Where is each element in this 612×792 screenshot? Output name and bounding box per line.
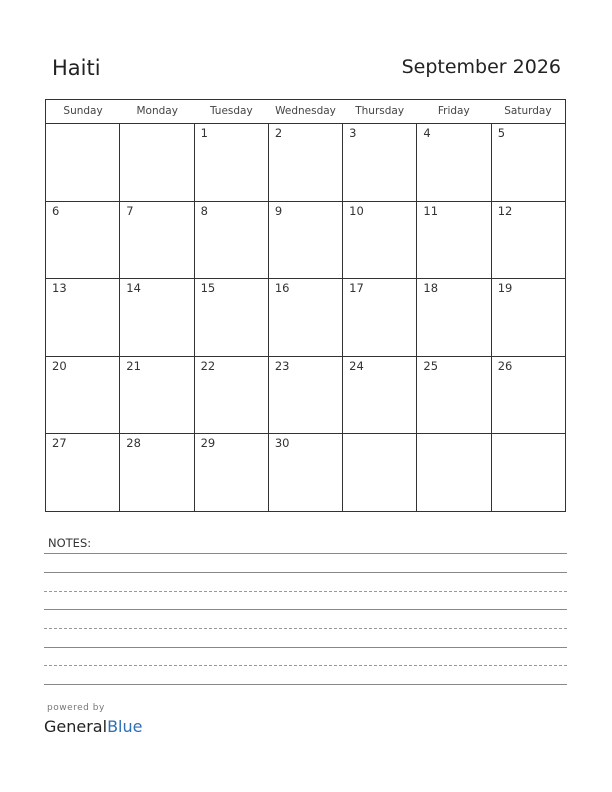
notes-line — [44, 647, 567, 648]
weekday-header-row — [46, 100, 565, 124]
weekday-saturday: Saturday — [504, 105, 552, 117]
notes-label: NOTES: — [48, 536, 92, 550]
weekday-monday: Monday — [136, 105, 178, 117]
country-title: Haiti — [52, 56, 101, 80]
day-cell: 11 — [417, 202, 491, 279]
day-cell: 14 — [120, 279, 194, 356]
day-cell: 1 — [195, 124, 269, 201]
powered-by-text: powered by — [47, 703, 105, 713]
day-cell — [492, 434, 565, 512]
day-cell: 21 — [120, 357, 194, 434]
weekday-wednesday: Wednesday — [275, 105, 336, 117]
notes-line — [44, 665, 567, 666]
notes-line — [44, 684, 567, 685]
day-cell: 10 — [343, 202, 417, 279]
day-cell — [120, 124, 194, 201]
day-cell: 3 — [343, 124, 417, 201]
weekday-sunday: Sunday — [63, 105, 103, 117]
day-cell: 23 — [269, 357, 343, 434]
day-cell — [343, 434, 417, 512]
notes-line — [44, 553, 567, 554]
day-cell: 24 — [343, 357, 417, 434]
day-cell: 27 — [46, 434, 120, 512]
day-cell: 20 — [46, 357, 120, 434]
day-cell: 2 — [269, 124, 343, 201]
day-cell: 13 — [46, 279, 120, 356]
notes-line — [44, 609, 567, 610]
day-cell: 6 — [46, 202, 120, 279]
month-title: September 2026 — [401, 56, 561, 78]
brand-name-general: General — [44, 717, 108, 736]
notes-line — [44, 572, 567, 573]
weekday-friday: Friday — [437, 105, 470, 117]
day-cell: 9 — [269, 202, 343, 279]
brand-logo — [44, 717, 142, 736]
calendar-grid — [45, 99, 566, 512]
day-cell: 19 — [497, 281, 513, 296]
day-cell: 4 — [417, 124, 491, 201]
week-row — [46, 357, 565, 435]
day-cell — [46, 124, 120, 201]
day-cell: 25 — [417, 357, 491, 434]
day-cell: 16 — [269, 279, 343, 356]
day-cell: 26 — [497, 358, 513, 373]
day-cell: 17 — [343, 279, 417, 356]
weekday-thursday: Thursday — [355, 105, 405, 117]
day-cell: 28 — [120, 434, 194, 512]
week-row — [46, 279, 565, 357]
day-cell: 22 — [195, 357, 269, 434]
brand-name-blue: Blue — [107, 717, 143, 736]
weekday-tuesday: Tuesday — [209, 105, 253, 117]
day-cell: 30 — [269, 434, 343, 512]
notes-line — [44, 628, 567, 629]
week-row — [46, 434, 565, 512]
day-cell: 12 — [497, 203, 513, 218]
day-cell: 5 — [497, 126, 506, 140]
week-row — [46, 202, 565, 280]
day-cell: 7 — [120, 202, 194, 279]
day-cell: 18 — [417, 279, 491, 356]
day-cell: 15 — [195, 279, 269, 356]
week-row — [46, 124, 565, 202]
day-cell — [417, 434, 491, 512]
day-cell: 8 — [195, 202, 269, 279]
day-cell: 29 — [195, 434, 269, 512]
notes-line — [44, 591, 567, 592]
